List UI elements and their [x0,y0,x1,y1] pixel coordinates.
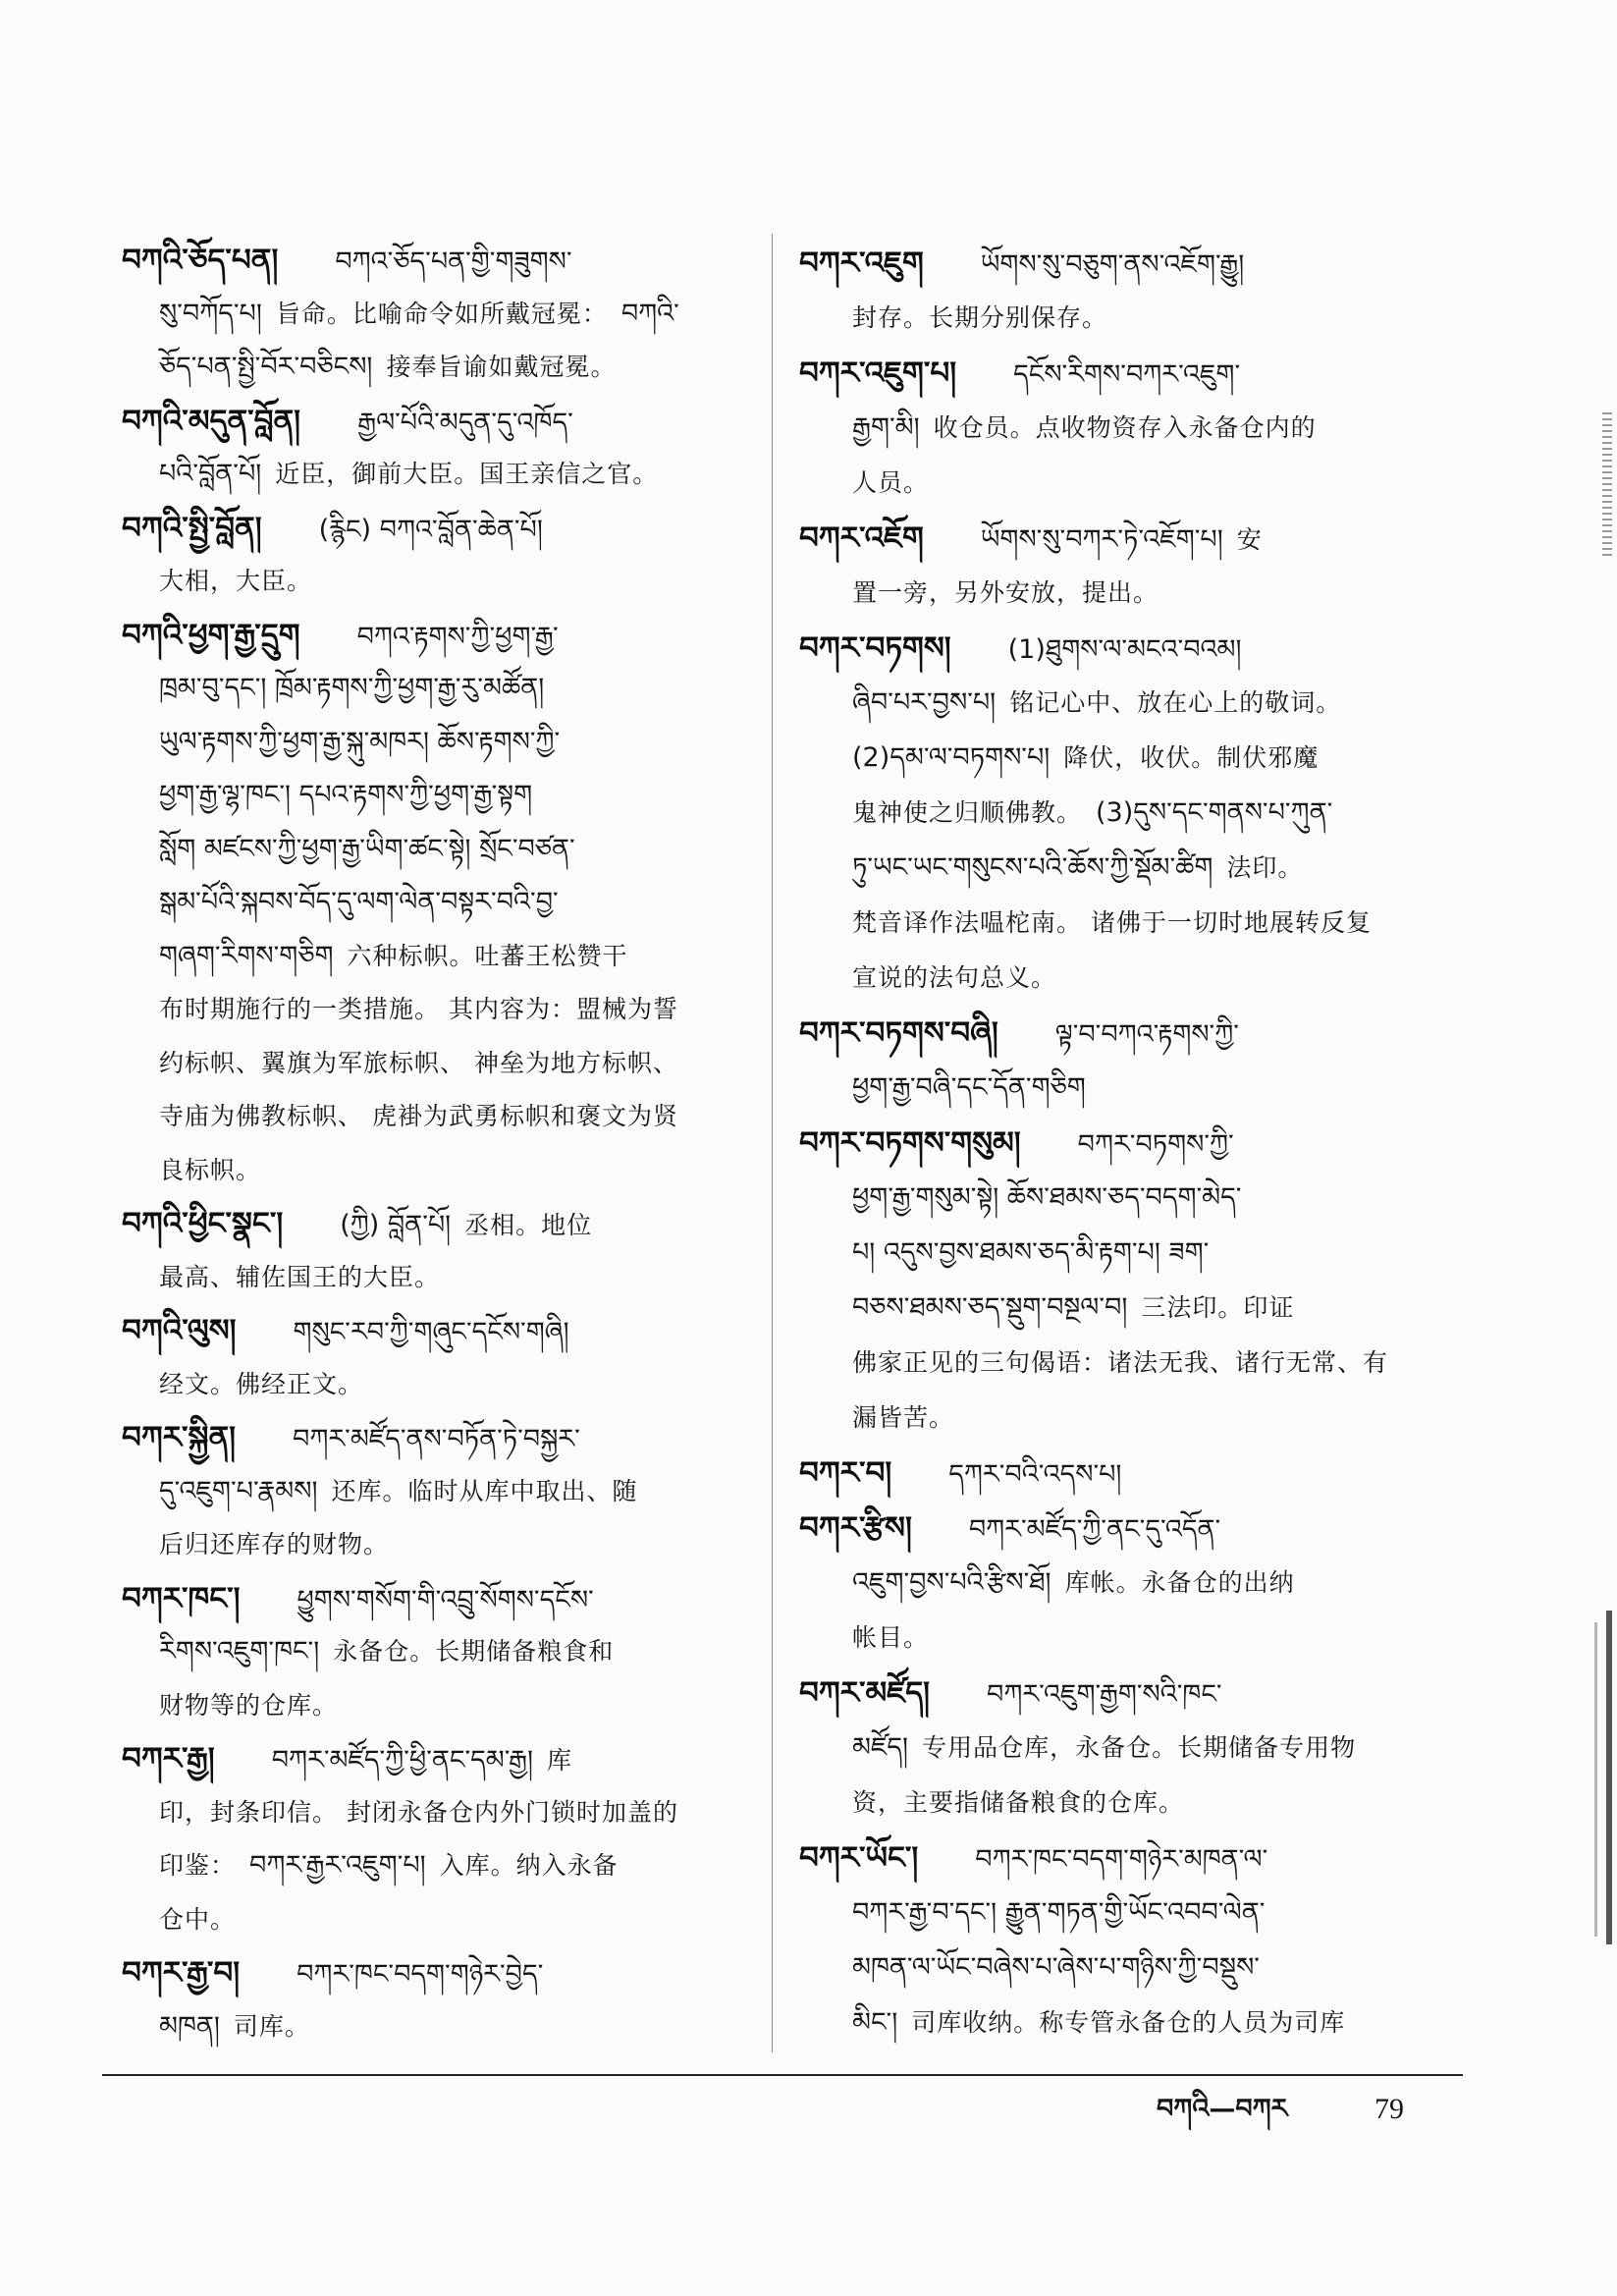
tibetan-text: (2)དམ་ལ་བཏགས་པ། [852,742,1051,773]
dictionary-entry [799,1501,1443,1666]
chinese-definition: 入库。纳入永备 [439,1851,619,1880]
tibetan-text: ཕྱག་རྒྱ་ལྷ་ཁང་། དཔའ་རྟགས་ཀྱི་ཕྱག་རྒྱ་སྟག [159,780,533,810]
dictionary-entry [122,1197,762,1304]
dictionary-entry [122,234,762,395]
entry-line [799,951,1443,1006]
tibetan-text: ཁྲམ་བུ་དང་། ཁྲོམ་རྟགས་ཀྱི་ཕྱག་རྒྱ་རུ་མཚོན། [159,673,545,703]
chinese-definition: 近臣，御前大臣。国王亲信之官。 [275,460,659,488]
entry-line [799,1556,1443,1611]
tibetan-text: བཀར་ཁང་བདག་གཉེར་བྱེད་ [296,1959,544,1990]
entry-first-line [799,1006,1443,1061]
chinese-definition: 寺庙为佛教标帜、 虎褂为武勇标帜和褒文为贤 [159,1102,678,1130]
entry-line [799,676,1443,731]
entry-first-line [799,1446,1443,1501]
entry-line [122,1839,762,1893]
entry-line [122,1893,762,1947]
chinese-definition: 旨命。比喻命令如所戴冠冕： [275,299,608,328]
chinese-definition: 专用品仓库，永备仓。长期储备专用物 [922,1733,1357,1762]
headword: བཀར་བ། [799,1455,892,1491]
entry-line [799,291,1443,346]
headword: བཀར་རྒྱ་བ། [122,1955,241,1991]
chinese-definition: 司库。 [233,2011,310,2041]
entry-first-line [799,1666,1443,1721]
headword: བཀའི་ལུས། [122,1313,237,1348]
chinese-definition: 漏皆苦。 [852,1403,955,1432]
entry-line [799,1776,1443,1831]
chinese-definition: 布时期施行的一类措施。 其内容为：盟械为誓 [159,995,678,1023]
headword: བཀར་བཏགས་བཞི། [799,1015,998,1051]
chinese-definition: 宣说的法句总义。 [852,963,1057,992]
entry-line [122,555,762,609]
dictionary-entry [799,1446,1443,1501]
tibetan-text: (ཀྱི) བློན་པོ། [340,1210,452,1240]
entry-line [799,731,1443,786]
tibetan-text: བཀར་མཛོད་ཀྱི་ཕྱི་ནང་དམ་རྒྱ། [271,1745,534,1776]
tibetan-text: ཕྱག་རྒྱ་བཞི་དང་དོན་གཅིག [852,1072,1086,1103]
headword: བཀར་འཇུག [799,246,924,281]
entry-line [122,1358,762,1412]
chinese-definition: 库帐。永备仓的出纳 [1064,1568,1295,1597]
footer-rule [102,2074,1463,2076]
entry-first-line [799,236,1443,291]
chinese-definition: 安 [1236,525,1263,554]
tibetan-text: མཛོད། [852,1732,909,1763]
tibetan-text: སུ་བཀོད་པ། [159,298,262,329]
headword: བཀར་འཇུག་པ། [799,355,957,391]
chinese-definition: 最高、辅佐国王的大臣。 [159,1262,441,1291]
chinese-definition: 封存。长期分别保存。 [852,303,1108,332]
tibetan-text: བཀར་ཁང་བདག་གཉེར་མཁན་ལ་ [975,1844,1268,1875]
entry-line [122,769,762,823]
chinese-definition: 大相，大臣。 [159,567,313,595]
chinese-definition: 库 [547,1746,573,1775]
chinese-definition: 资，主要指储备粮食的仓库。 [852,1788,1185,1817]
entry-line [122,1625,762,1679]
chinese-definition: 接奉旨谕如戴冠冕。 [386,353,617,381]
entry-line [122,1251,762,1305]
scan-edge-mark [1606,1611,1612,1944]
chinese-definition: 财物等的仓库。 [159,1690,339,1720]
chinese-definition: 六种标帜。吐蕃王松赞干 [347,941,628,970]
entry-line [799,1226,1443,1281]
dictionary-entry [122,1411,762,1572]
chinese-definition: 丞相。地位 [464,1211,593,1239]
entry-line [799,1721,1443,1776]
entry-line [122,1144,762,1198]
tibetan-text: ལྟ་བ་བཀའ་རྟགས་ཀྱི་ [1054,1019,1239,1050]
tibetan-text: (3)དུས་དང་གནས་པ་ཀུན་ [1096,797,1333,828]
entry-line [122,1465,762,1519]
entry-line [799,566,1443,621]
entry-first-line [799,511,1443,566]
entry-first-line [122,234,762,288]
dictionary-entry [122,1572,762,1733]
chinese-definition: 永备仓。长期储备粮食和 [333,1637,615,1666]
headword: བཀའི་ཕྱག་རྒྱ་དྲུག [122,617,300,653]
dictionary-entry [799,621,1443,1006]
tibetan-text: རྒྱལ་པོའི་མདུན་དུ་འཁོད་ [357,407,573,438]
chinese-definition: 后归还库存的财物。 [159,1530,390,1558]
entry-line [799,1281,1443,1336]
tibetan-text: ཕྱུགས་གསོག་གི་འབྲུ་སོགས་དངོས་ [296,1584,594,1615]
entry-first-line [122,502,762,556]
tibetan-text: བཅས་ཐམས་ཅད་སྡུག་བསྔལ་བ། [852,1292,1128,1323]
entry-line [122,716,762,770]
chinese-definition: 收仓员。点收物资存入永备仓内的 [933,413,1317,442]
dictionary-entry [122,609,762,1198]
chinese-definition: 帐目。 [852,1623,930,1652]
entry-first-line [122,609,762,663]
right-column [799,236,1443,2064]
chinese-definition: 梵音译作法嗢柁南。 诸佛于一切时地展转反复 [852,908,1372,937]
scan-edge-mark [1594,1622,1597,1937]
dictionary-entry [122,1732,762,1946]
chinese-definition: 人员。 [852,468,930,497]
tibetan-text: བཀར་རྒྱ་བ་དང་། རྒྱུན་གཏན་གྱི་ཡོང་འབབ་ལེན་ [852,1897,1266,1928]
dictionary-entry [799,1666,1443,1831]
headword: བཀར་བཏགས་གསུམ། [799,1125,1021,1161]
tibetan-text: མཁན། [159,2010,220,2042]
entry-line [799,1171,1443,1226]
entry-line [122,662,762,716]
entry-line [122,1518,762,1572]
dictionary-entry [799,346,1443,511]
dictionary-entry [122,395,762,502]
tibetan-text: ཞིབ་པར་བྱས་པ། [852,687,997,718]
entry-line [799,1391,1443,1446]
left-column [122,234,762,2062]
page-number: 79 [1374,2093,1404,2125]
dictionary-entry [122,502,762,609]
entry-first-line [799,1116,1443,1171]
entry-line [122,448,762,502]
entry-line [122,2000,762,2054]
tibetan-text: དཀར་བའི་འདས་པ། [948,1459,1122,1490]
entry-line [122,1090,762,1144]
entry-line [799,841,1443,896]
entry-line [122,288,762,342]
entry-first-line [799,346,1443,401]
chinese-definition: 法印。 [1226,853,1304,882]
entry-line [122,876,762,930]
tibetan-text: བཀར་མཛོད་ནས་བཏོན་ཏེ་བསྐྱར་ [293,1424,580,1454]
tibetan-text: ཡུལ་རྟགས་ཀྱི་ཕྱག་རྒྱ་སྐུ་མཁར། ཆོས་རྟགས་ཀྱི་ [159,726,561,757]
chinese-definition: 良标帜。 [159,1155,262,1184]
chinese-definition: 印鉴： [159,1851,237,1880]
dictionary-entry [799,1831,1443,2050]
tibetan-text: གཞག་རིགས་གཅིག [159,940,334,971]
headword: བཀར་ཁང་། [122,1580,241,1616]
chinese-definition: 经文。佛经正文。 [159,1369,364,1398]
entry-line [799,786,1443,841]
headword: བཀར་འཇོག [799,520,924,556]
entry-line [122,1679,762,1733]
entry-first-line [799,1501,1443,1556]
entry-line [122,341,762,395]
dictionary-entry [799,236,1443,346]
tibetan-text: མཁན་ལ་ཡོང་བཞེས་པ་ཞེས་པ་གཉིས་ཀྱི་བསྡུས་ [852,1952,1260,1983]
entry-line [799,896,1443,951]
chinese-definition: 还库。临时从库中取出、随 [331,1476,638,1505]
entry-line [122,1037,762,1091]
tibetan-text: བཀར་རྒྱར་འཇུག་པ། [249,1850,426,1881]
chinese-definition: 三法印。印证 [1141,1293,1295,1322]
tibetan-text: མིང་། [852,2007,898,2038]
dictionary-entry [122,1304,762,1411]
entry-line [122,983,762,1037]
tibetan-text: སློག མཛངས་ཀྱི་ཕྱག་རྒྱ་ཡིག་ཚང་སྟེ། སྲོང་བཙན་ [159,833,575,864]
headword: བཀའི་ཕྱིང་སྣང་། [122,1206,284,1241]
tibetan-text: བཀའ་རྟགས་ཀྱི་ཕྱག་རྒྱ་ [356,621,559,652]
entry-line [799,1611,1443,1666]
chinese-definition: 仓中。 [159,1904,237,1934]
entry-line [799,1061,1443,1116]
headword: བཀར་ཡོང་། [799,1840,919,1876]
entry-first-line [799,1831,1443,1886]
dictionary-entry [799,1006,1443,1116]
tibetan-text: ཕྱག་རྒྱ་གསུམ་སྟེ། ཆོས་ཐམས་ཅད་བདག་མེད་ [852,1182,1242,1213]
chinese-definition: 铭记心中、放在心上的敬词。 [1009,688,1342,717]
scan-edge-mark [1602,412,1612,560]
tibetan-text: ཅོད་པན་སྤྱི་བོར་བཅིངས། [159,352,373,382]
entry-line [799,401,1443,456]
entry-line [122,1786,762,1840]
chinese-definition: 鬼神使之归顺佛教。 [852,798,1083,827]
tibetan-text: (1)ཐུགས་ལ་མངའ་བའམ། [1007,634,1242,665]
tibetan-text: རིགས་འཇུག་ཁང་། [159,1636,320,1667]
tibetan-text: སྒམ་པོའི་སྐབས་བོད་དུ་ལག་ལེན་བསྟར་བའི་བྱ་ [159,887,559,917]
tibetan-text: བཀར་བཏགས་ཀྱི་ [1077,1129,1234,1160]
chinese-definition: 置一旁，另外安放，提出。 [852,578,1159,607]
dictionary-entry [799,1116,1443,1446]
entry-first-line [122,1946,762,2000]
headword: བཀར་རྒྱ། [122,1741,215,1777]
dictionary-entry [122,1946,762,2053]
entry-first-line [122,1304,762,1358]
headword: བཀར་རྩིས། [799,1510,912,1546]
dictionary-entry [799,511,1443,621]
tibetan-text: བཀའ་ཅོད་པན་གྱི་གཟུགས་ [335,246,572,277]
tibetan-text: ཡོགས་སུ་བཀར་ཏེ་འཇོག་པ། [980,524,1223,555]
entry-first-line [122,1572,762,1626]
chinese-definition: 佛家正见的三句偈语：诸法无我、诸行无常、有 [852,1348,1389,1377]
tibetan-text: ཏུ་ཡང་ཡང་གསུངས་པའི་ཆོས་ཀྱི་སྡོམ་ཚིག [852,852,1213,883]
entry-line [799,1995,1443,2050]
entry-line [799,1941,1443,1995]
headword: བཀར་མཛོད། [799,1675,931,1711]
column-divider [772,234,773,2052]
entry-line [799,1886,1443,1941]
tibetan-text: བཀའི་ [620,298,679,329]
chinese-definition: 司库收纳。称专管永备仓的人员为司库 [911,2008,1346,2037]
entry-line [799,456,1443,511]
tibetan-text: པའི་བློན་པོ། [159,459,262,489]
entry-line [122,823,762,877]
tibetan-text: ཡོགས་སུ་བཅུག་ནས་འཇོག་རྒྱུ། [980,249,1245,280]
headword: བཀར་སྐྱིན། [122,1420,237,1455]
chinese-definition: 约标帜、翼旗为军旅标帜、 神垒为地方标帜、 [159,1048,678,1077]
headword: བཀའི་ཅོད་པན། [122,243,279,278]
entry-first-line [122,1411,762,1465]
tibetan-text: བཀར་འཇུག་རྒྱག་སའི་ཁང་ [987,1679,1222,1710]
chinese-definition: 印，封条印信。 封闭永备仓内外门锁时加盖的 [159,1797,678,1827]
tibetan-text: པ། འདུས་བྱས་ཐམས་ཅད་མི་རྟག་པ། ཟག་ [852,1237,1210,1268]
tibetan-text: བཀར་མཛོད་ཀྱི་ནང་དུ་འདོན་ [968,1514,1221,1545]
headword: བཀར་བཏགས། [799,630,951,666]
headword: བཀའི་སྤྱི་བློན། [122,510,262,546]
entry-first-line [122,395,762,449]
entry-line [122,930,762,984]
tibetan-text: དུ་འཇུག་པ་རྣམས། [159,1475,318,1506]
tibetan-text: དངོས་རིགས་བཀར་འཇུག་ [1013,359,1241,390]
entry-first-line [122,1732,762,1786]
entry-first-line [799,621,1443,676]
tibetan-text: (རྙིང) བཀའ་བློན་ཆེན་པོ། [318,514,543,545]
entry-first-line [122,1197,762,1251]
chinese-definition: 降伏，收伏。制伏邪魔 [1063,743,1320,772]
tibetan-text: གསུང་རབ་ཀྱི་གཞུང་དངོས་གཞི། [293,1317,569,1347]
entry-line [799,1336,1443,1391]
tibetan-text: རྒྱག་མི། [852,412,920,443]
headword: བཀའི་མདུན་བློན། [122,403,301,439]
tibetan-text: འཇུག་བྱས་པའི་རྩིས་ཐོ། [852,1567,1051,1598]
running-head: བཀའི—བཀར [1157,2094,1288,2124]
